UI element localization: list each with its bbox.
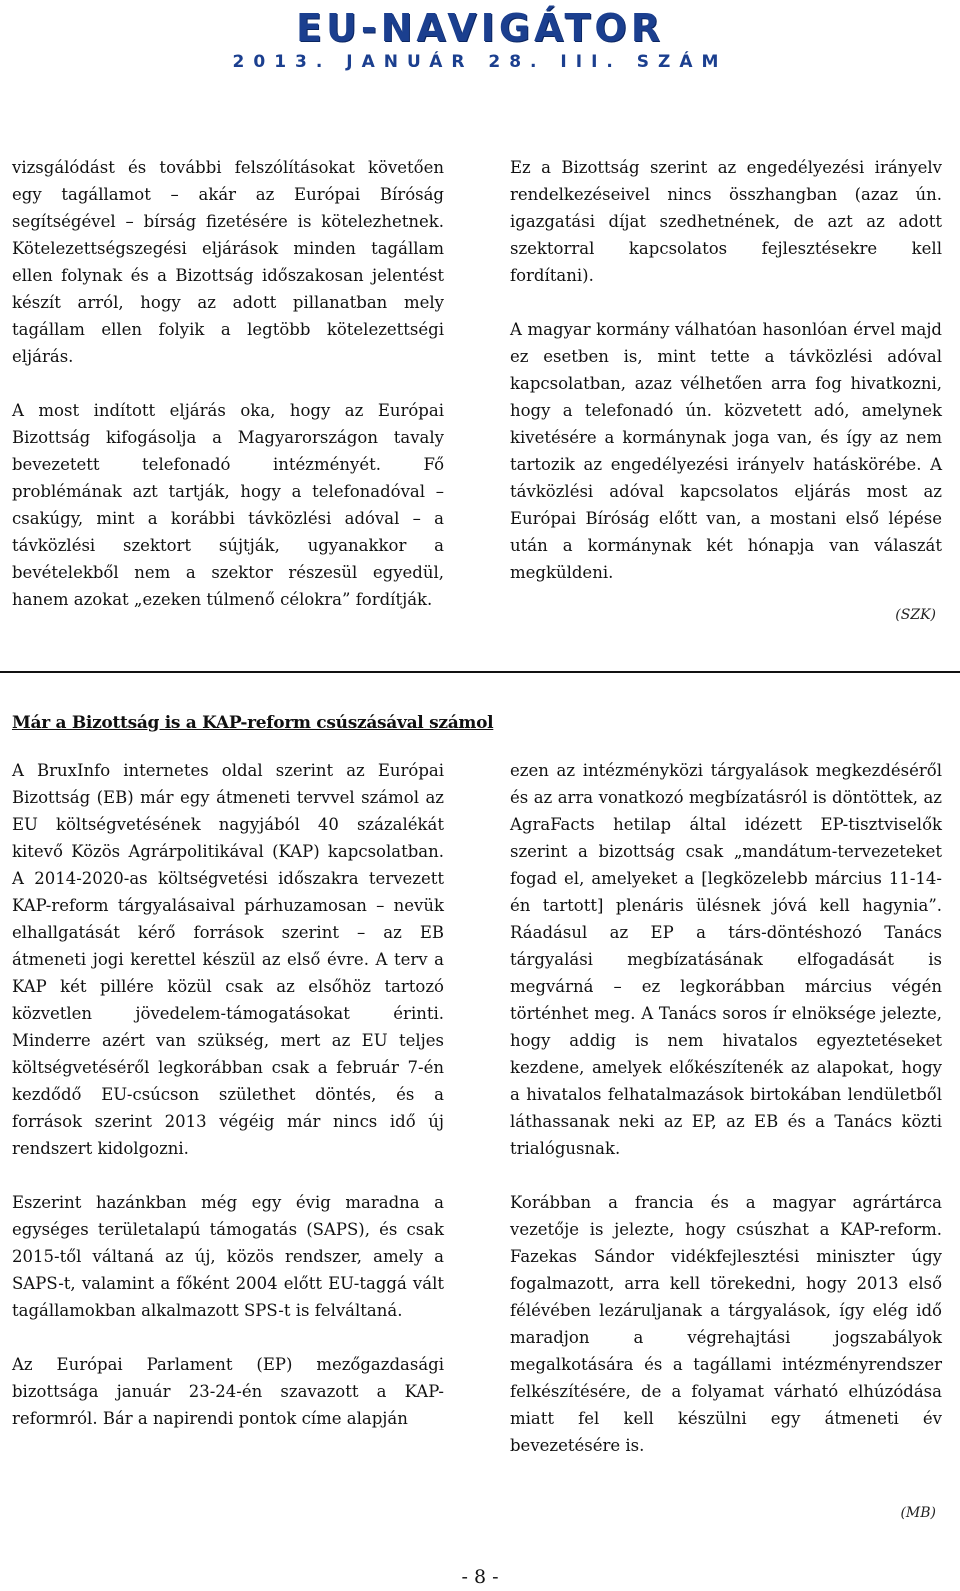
page-number: - 8 - [461, 1566, 499, 1588]
paragraph: A BruxInfo internetes oldal szerint az Európai Bizottság (EB) már egy átmeneti tervvel számol az EU költségvetésének nagyjából 40 százalékát kitevő Közös Agrárpolitikával (KAP) kapcsolatban. A 2014-2020-as költségvetési időszakra tervezett KAP-reform tárgyalásaival párhuzamosan – nevük elhallgatását kérő források szerint – az EB átmeneti jogi kerettel készül az első évre. A terv a KAP két pillére közül csak az elsőhöz tartozó közvetlen jövedelem-támogatásokat érinti. Minderre azért van szükség, mert az EU teljes költségvetéséről legkorábban csak a február 7-én kezdődő EU-csúcson születhet döntés, és a források szerint 2013 végéig már nincs idő új rendszert kidolgozni. [12, 761, 444, 1158]
article1-left-column [12, 154, 444, 613]
article1-byline: (SZK) [895, 607, 936, 623]
paragraph: A magyar kormány válhatóan hasonlóan érvel majd ez esetben is, mint tette a távközlési adóval kapcsolatban, azaz vélhetően arra fog hivatkozni, hogy a telefonadó ún. közvetett adó, amelynek kivetésére a kormánynak joga van, és így az nem tartozik az engedélyezési irányelv hatáskörébe. A távközlési adóval kapcsolatos eljárás most az Európai Bíróság előtt van, a mostani első lépése után a kormánynak két hónapja van válaszát megküldeni. [510, 320, 942, 582]
issue-date: 2013. JANUÁR 28. III. SZÁM [232, 52, 728, 72]
article2-byline: (MB) [900, 1505, 936, 1521]
article2-right-column [510, 757, 942, 1459]
paragraph: ezen az intézményközi tárgyalások megkezdéséről és az arra vonatkozó megbízatásról is döntöttek, az AgraFacts hetilap által idézett EP-tisztviselők szerint a bizottság csak „mandátum-tervezeteket fogad el, amelyeket a [legközelebb március 11-14-én tartott] plenáris ülésnek jóvá kell hagynia”. Ráadásul az EP a társ-döntéshozó Tanács tárgyalási megbízatásának elfogadását is megvárná – ez legkorábban március végén történhet meg. A Tanács soros ír elnöksége jelezte, hogy addig is nem hivatalos egyeztetéseket kezdene, amelyek előkészítenék az alapokat, hogy a hivatalos felhatalmazások birtokában lendületből láthassanak neki az EP, az EB és a Tanács közti trialógusnak. [510, 761, 942, 1158]
paragraph: Ez a Bizottság szerint az engedélyezési irányelv rendelkezéseivel nincs összhangban (azaz ún. igazgatási díjat szedhetnének, de azt az adott szektorral kapcsolatos fejlesztésekre kell fordítani). [510, 158, 942, 285]
masthead-title: EU-NAVIGÁTOR [296, 6, 664, 50]
paragraph: Eszerint hazánkban még egy évig maradna a egységes területalapú támogatás (SAPS), és csak 2015-től váltaná az új, közös rendszer, amely a SAPS-t, valamint a főként 2004 előtt EU-taggá vált tagállamokban alkalmazott SPS-t is felváltaná. [12, 1193, 444, 1320]
article2-title: Már a Bizottság is a KAP-reform csúszásával számol [12, 713, 494, 733]
paragraph: A most indított eljárás oka, hogy az Európai Bizottság kifogásolja a Magyarországon tavaly bevezetett telefonadó intézményét. Fő problémának azt tartják, hogy a telefonadóval – csakúgy, mint a korábbi távközlési adóval – a távközlési szektort sújtják, ugyanakkor a bevételekből nem a szektor részesül egyedül, hanem azokat „ezeken túlmenő célokra” fordítják. [12, 401, 444, 609]
paragraph: Az Európai Parlament (EP) mezőgazdasági bizottsága január 23-24-én szavazott a KAP-reformról. Bár a napirendi pontok címe alapján [12, 1355, 444, 1428]
paragraph: vizsgálódást és további felszólításokat követően egy tagállamot – akár az Európai Bíróság segítségével – bírság fizetésére is kötelezhetnek. Kötelezettségszegési eljárások minden tagállam ellen folynak és a Bizottság időszakosan jelentést készít arról, hogy az adott pillanatban mely tagállam ellen folyik a legtöbb kötelezettségi eljárás. [12, 158, 444, 366]
newsletter-header [0, 6, 960, 74]
article1-right-column [510, 154, 942, 586]
paragraph: Korábban a francia és a magyar agrártárca vezetője is jelezte, hogy csúszhat a KAP-reform. Fazekas Sándor vidékfejlesztési miniszter úgy fogalmazott, arra kell törekedni, hogy 2013 első félévében lezáruljanak a tárgyalások, így elég idő maradjon a végrehajtási jogszabályok megalkotására és a tagállami intézményrendszer felkészítésére, de a folyamat várható elhúzódása miatt fel kell készülni egy átmeneti év bevezetésére is. [510, 1193, 942, 1455]
article2-left-column [12, 757, 444, 1432]
article-divider [0, 671, 960, 673]
